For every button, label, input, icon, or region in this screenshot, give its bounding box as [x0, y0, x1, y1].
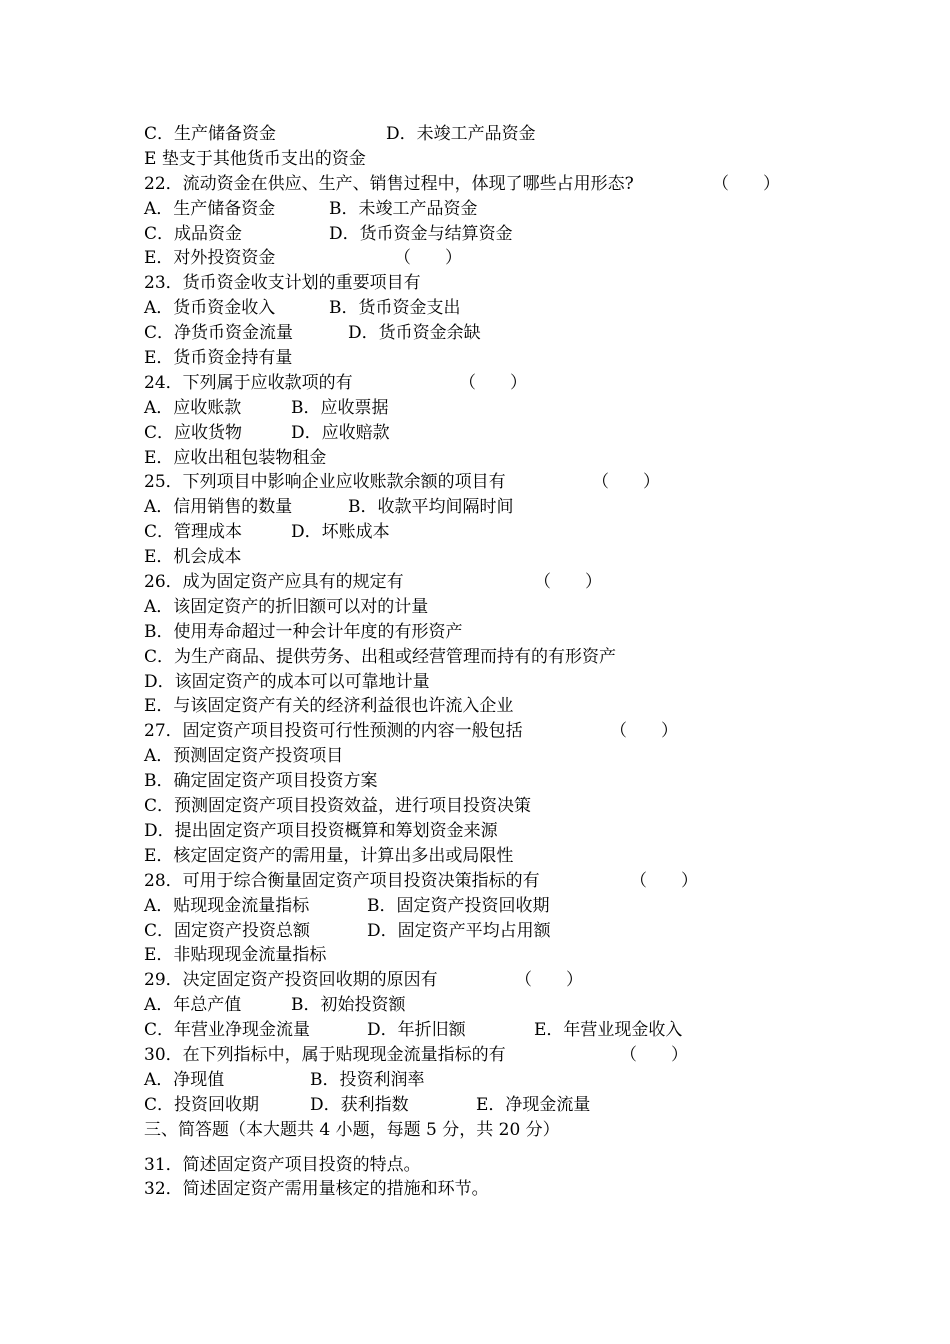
- question-text: 27．固定资产项目投资可行性预测的内容一般包括: [144, 721, 523, 742]
- option-text: A．货币资金收入: [144, 298, 276, 319]
- option-text: C．预测固定资产项目投资效益，进行项目投资决策: [144, 796, 532, 817]
- option-text: E．货币资金持有量: [144, 348, 293, 369]
- option-text: D．提出固定资产项目投资概算和筹划资金来源: [144, 820, 498, 841]
- option-line: [144, 819, 864, 844]
- question-text: 29．决定固定资产投资回收期的原因有: [144, 970, 438, 991]
- option-text: A．年总产值: [144, 995, 242, 1016]
- option-text: C．应收货物: [144, 422, 243, 443]
- option-line: [144, 943, 864, 968]
- spacer: [144, 1143, 864, 1153]
- option-text: B．确定固定资产项目投资方案: [144, 771, 378, 792]
- option-line: [144, 197, 864, 222]
- question-text: 26．成为固定资产应具有的规定有: [144, 572, 404, 593]
- option-text: E．净现金流量: [476, 1094, 591, 1115]
- answer-blank: （ ）: [459, 372, 527, 393]
- answer-blank: （ ）: [712, 173, 780, 194]
- option-line: [144, 222, 864, 247]
- question-text: 32．简述固定资产需用量核定的措施和环节。: [144, 1179, 489, 1200]
- option-line: [144, 645, 864, 670]
- option-line: [144, 744, 864, 769]
- option-text: D．应收赔款: [291, 422, 390, 443]
- option-text: B．未竣工产品资金: [329, 198, 478, 219]
- option-line: [144, 296, 864, 321]
- option-text: C．固定资产投资总额: [144, 920, 311, 941]
- option-text: E．机会成本: [144, 547, 242, 568]
- section-heading: [144, 1118, 864, 1143]
- option-line: [144, 495, 864, 520]
- question-line: [144, 172, 864, 197]
- option-text: E．应收出租包装物租金: [144, 447, 327, 468]
- question-line: [144, 869, 864, 894]
- question-line: [144, 719, 864, 744]
- option-text: D．固定资产平均占用额: [367, 920, 551, 941]
- option-text: B．初始投资额: [291, 995, 406, 1016]
- option-text: A．净现值: [144, 1069, 225, 1090]
- answer-blank: （ ）: [630, 870, 698, 891]
- question-text: 31．简述固定资产项目投资的特点。: [144, 1154, 421, 1175]
- answer-blank: （ ）: [515, 970, 583, 991]
- question-line: [144, 271, 864, 296]
- option-line: [144, 346, 864, 371]
- question-line: [144, 470, 864, 495]
- option-line: [144, 993, 864, 1018]
- answer-blank: （ ）: [610, 721, 678, 742]
- option-line: [144, 1018, 864, 1043]
- option-text: A．生产储备资金: [144, 198, 276, 219]
- question-text: 24．下列属于应收款项的有: [144, 372, 353, 393]
- option-line: [144, 421, 864, 446]
- option-text: B．收款平均间隔时间: [348, 497, 514, 518]
- question-text: 25．下列项目中影响企业应收账款余额的项目有: [144, 472, 506, 493]
- option-line: [144, 147, 864, 172]
- question-line: [144, 371, 864, 396]
- document-page: [144, 122, 864, 1202]
- option-line: [144, 1093, 864, 1118]
- option-text: C．投资回收期: [144, 1094, 260, 1115]
- question-text: 30．在下列指标中，属于贴现现金流量指标的有: [144, 1044, 506, 1065]
- question-line: [144, 968, 864, 993]
- option-text: E．对外投资资金: [144, 248, 276, 269]
- answer-blank: （ ）: [620, 1044, 688, 1065]
- option-text: D．获利指数: [310, 1094, 409, 1115]
- option-text: E．非贴现现金流量指标: [144, 945, 327, 966]
- option-line: [144, 396, 864, 421]
- option-text: C．成品资金: [144, 223, 243, 244]
- question-text: 23．货币资金收支计划的重要项目有: [144, 273, 421, 294]
- option-text: E 垫支于其他货币支出的资金: [144, 148, 366, 169]
- option-line: [144, 894, 864, 919]
- option-text: E．与该固定资产有关的经济利益很也许流入企业: [144, 696, 514, 717]
- option-line: [144, 595, 864, 620]
- question-line: [144, 1043, 864, 1068]
- option-text: D．未竣工产品资金: [386, 124, 536, 144]
- option-text: C．年营业净现金流量: [144, 1020, 311, 1041]
- option-line: [144, 694, 864, 719]
- option-text: B．使用寿命超过一种会计年度的有形资产: [144, 621, 463, 642]
- answer-blank: （ ）: [394, 248, 462, 269]
- question-line: [144, 570, 864, 595]
- answer-blank: （ ）: [592, 472, 660, 493]
- question-text: 22．流动资金在供应、生产、销售过程中，体现了哪些占用形态?: [144, 173, 634, 194]
- option-line: [144, 122, 864, 147]
- section-heading-text: 三、简答题（本大题共 4 小题，每题 5 分，共 20 分）: [144, 1119, 560, 1140]
- question-line: [144, 1153, 864, 1178]
- option-text: C．管理成本: [144, 522, 243, 543]
- option-text: B．固定资产投资回收期: [367, 895, 550, 916]
- option-text: B．货币资金支出: [329, 298, 461, 319]
- option-text: D．货币资金余缺: [348, 323, 481, 344]
- option-line: [144, 620, 864, 645]
- option-text: A．贴现现金流量指标: [144, 895, 310, 916]
- answer-blank: （ ）: [534, 572, 602, 593]
- option-line: [144, 794, 864, 819]
- option-text: A．应收账款: [144, 397, 242, 418]
- option-line: [144, 769, 864, 794]
- question-line: [144, 1177, 864, 1202]
- option-text: D．货币资金与结算资金: [329, 223, 513, 244]
- option-text: D．年折旧额: [367, 1020, 466, 1041]
- option-line: [144, 321, 864, 346]
- option-text: A．预测固定资产投资项目: [144, 746, 344, 767]
- option-line: [144, 919, 864, 944]
- option-line: [144, 1068, 864, 1093]
- question-text: 28．可用于综合衡量固定资产项目投资决策指标的有: [144, 870, 540, 891]
- option-text: B．应收票据: [291, 397, 389, 418]
- option-line: [144, 844, 864, 869]
- option-line: [144, 545, 864, 570]
- option-text: E．核定固定资产的需用量，计算出多出或局限性: [144, 845, 514, 866]
- option-text: A．信用销售的数量: [144, 497, 293, 518]
- option-text: D．该固定资产的成本可以可靠地计量: [144, 671, 430, 692]
- option-line: [144, 446, 864, 471]
- option-text: B．投资利润率: [310, 1069, 425, 1090]
- option-text: C．净货币资金流量: [144, 323, 294, 344]
- option-text: D．坏账成本: [291, 522, 390, 543]
- option-text: E．年营业现金收入: [534, 1020, 683, 1041]
- option-text: C．生产储备资金: [144, 124, 277, 144]
- option-text: A．该固定资产的折旧额可以对的计量: [144, 596, 429, 617]
- option-line: [144, 520, 864, 545]
- option-line: [144, 670, 864, 695]
- option-line: [144, 246, 864, 271]
- option-text: C．为生产商品、提供劳务、出租或经营管理而持有的有形资产: [144, 646, 617, 667]
